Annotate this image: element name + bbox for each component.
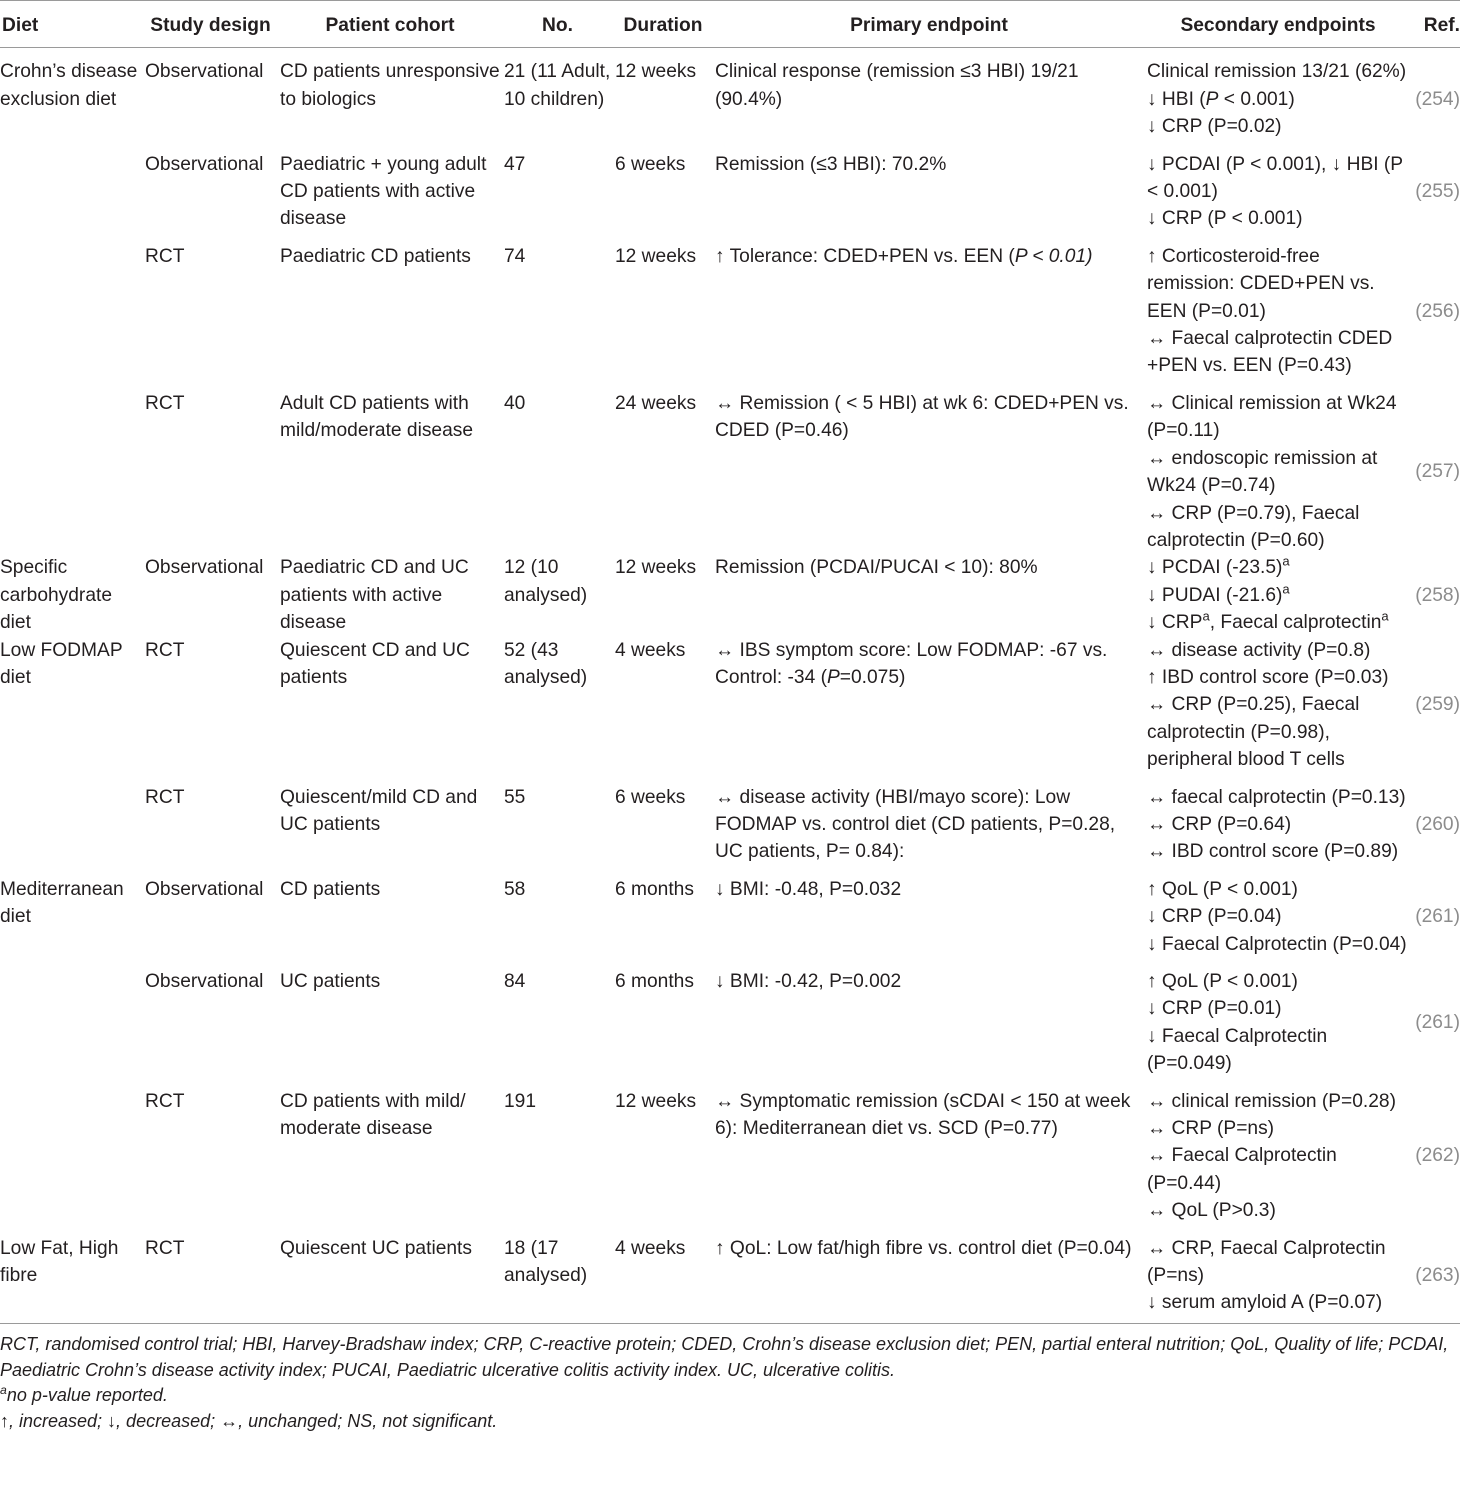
cell-study-design: RCT	[145, 245, 185, 267]
cell-primary-endpoint: ↔ disease activity (HBI/mayo score): Low FODMAP vs. control diet (CD patients, P=0.28, UC patients, P= 0.84):	[715, 786, 1116, 863]
table-row	[0, 1225, 1460, 1324]
secondary-endpoint-line: ↓ Faecal Calprotectin (P=0.04)	[1147, 933, 1407, 955]
cell-ref: (256)	[1415, 300, 1460, 322]
cell-ref: (257)	[1415, 461, 1460, 483]
secondary-endpoint-line: ↔ disease activity (P=0.8)	[1147, 639, 1371, 661]
cell-diet	[0, 233, 143, 380]
cell-number: 58	[504, 878, 526, 900]
header-study-design: Study design	[143, 1, 278, 48]
secondary-endpoint-line: ↔ CRP (P=0.25), Faecal calprotectin (P=0.98), peripheral blood T cells	[1147, 694, 1360, 771]
cell-primary-endpoint: Remission (≤3 HBI): 70.2%	[715, 153, 947, 175]
secondary-endpoint-line: ↓ CRP (P=0.02)	[1147, 116, 1282, 138]
table-row	[0, 554, 1460, 636]
cell-secondary-endpoints	[1145, 48, 1411, 141]
cell-diet	[0, 958, 143, 1078]
cell-secondary-endpoints	[1145, 380, 1411, 554]
cell-number: 74	[504, 245, 526, 267]
cell-number: 21 (11 Adult, 10 children)	[504, 61, 611, 110]
cell-primary-endpoint: ↑ Tolerance: CDED+PEN vs. EEN (P < 0.01)	[715, 245, 1093, 267]
secondary-endpoint-line: ↑ QoL (P < 0.001)	[1147, 878, 1298, 900]
cell-patient-cohort: Quiescent/mild CD and UC patients	[280, 786, 478, 835]
cell-number: 18 (17 analysed)	[502, 1225, 613, 1324]
cell-diet	[0, 774, 143, 866]
secondary-endpoint-line: ↔ CRP (P=0.79), Faecal calprotectin (P=0.60)	[1147, 502, 1360, 551]
header-primary-endpoint: Primary endpoint	[713, 1, 1145, 48]
secondary-endpoint-line: ↔ endoscopic remission at Wk24 (P=0.74)	[1147, 447, 1378, 497]
table-row	[0, 866, 1460, 958]
cell-number: 12 (10 analysed)	[504, 557, 588, 606]
header-patient-cohort: Patient cohort	[278, 1, 502, 48]
footnote-no-p-value: $^a$no p-value reported.	[0, 1383, 168, 1406]
secondary-endpoint-line: ↔ CRP (P=0.64)	[1147, 813, 1292, 835]
secondary-endpoint-line: Clinical remission 13/21 (62%)	[1147, 61, 1407, 83]
secondary-endpoint-line: ↓ serum amyloid A (P=0.07)	[1147, 1292, 1383, 1314]
secondary-endpoint-line: ↔ Clinical remission at Wk24 (P=0.11)	[1147, 392, 1397, 442]
secondary-endpoint-line: ↔ CRP (P=ns)	[1147, 1118, 1275, 1140]
secondary-endpoint-line: ↔ Faecal Calprotectin (P=0.44)	[1147, 1145, 1337, 1194]
cell-patient-cohort: Paediatric CD patients	[280, 245, 471, 267]
secondary-endpoint-line: ↑ Corticosteroid-free remission: CDED+PEN vs. EEN (P=0.01)	[1147, 245, 1375, 322]
cell-number: 52 (43 analysed)	[504, 639, 588, 688]
cell-duration: 12 weeks	[615, 245, 697, 267]
cell-study-design: RCT	[143, 1225, 278, 1324]
cell-study-design: RCT	[145, 392, 185, 414]
cell-patient-cohort: CD patients	[280, 878, 381, 900]
cell-secondary-endpoints	[1145, 866, 1411, 958]
secondary-endpoint-line: ↔ faecal calprotectin (P=0.13)	[1147, 786, 1406, 808]
cell-study-design: Observational	[145, 971, 264, 992]
secondary-endpoint-line: ↓ CRP (P=0.04)	[1147, 906, 1282, 928]
table-row	[0, 233, 1460, 380]
cell-study-design: RCT	[145, 786, 185, 808]
cell-primary-endpoint: ↑ QoL: Low fat/high fibre vs. control diet (P=0.04)	[713, 1225, 1145, 1324]
cell-patient-cohort: UC patients	[280, 971, 381, 992]
cell-duration: 6 weeks	[615, 153, 686, 175]
cell-diet: Low FODMAP diet	[0, 639, 123, 688]
cell-patient-cohort: Paediatric + young adult CD patients with active disease	[280, 153, 487, 230]
secondary-endpoint-line: ↑ QoL (P < 0.001)	[1147, 971, 1298, 992]
cell-study-design: Observational	[145, 61, 264, 83]
cell-study-design: Observational	[145, 557, 264, 579]
header-diet: Diet	[0, 1, 143, 48]
cell-ref: (255)	[1415, 181, 1460, 203]
cell-secondary-endpoints	[1145, 1225, 1411, 1324]
cell-duration: 6 weeks	[615, 786, 686, 808]
cell-study-design: RCT	[145, 1090, 185, 1112]
cell-duration: 4 weeks	[613, 1225, 713, 1324]
secondary-endpoint-line: ↓ PCDAI $(-23.5)^a$	[1147, 553, 1290, 579]
footnote-symbols: ↑, increased; ↓, decreased; ↔, unchanged; NS, not significant.	[0, 1411, 498, 1432]
cell-ref: (258)	[1415, 584, 1460, 606]
cell-duration: 12 weeks	[615, 61, 697, 83]
secondary-endpoint-line: ↓ HBI (P < 0.001)	[1147, 88, 1295, 110]
table-row	[0, 774, 1460, 866]
secondary-endpoint-line: ↓ Faecal Calprotectin (P=0.049)	[1147, 1025, 1328, 1075]
secondary-endpoint-line: ↓ CRP (P=0.01)	[1147, 998, 1282, 1020]
cell-study-design: Observational	[145, 878, 264, 900]
table-row	[0, 958, 1460, 1078]
header-duration: Duration	[613, 1, 713, 48]
footnote-abbreviations: RCT, randomised control trial; HBI, Harvey-Bradshaw index; CRP, C-reactive protein; CDED, Crohn’s disease exclusion diet; PEN, partial enteral nutrition; QoL, Quality of life; PCDAI, Paediatric Crohn’s disease activity index; PUCAI, Paediatric ulcerative colitis activity index. UC, ulcerative colitis.	[0, 1333, 1449, 1380]
table-row	[0, 1078, 1460, 1225]
cell-primary-endpoint: Clinical response (remission ≤3 HBI) 19/21 (90.4%)	[715, 61, 1079, 110]
cell-ref: (261)	[1415, 1012, 1460, 1034]
cell-diet: Low Fat, High fibre	[0, 1225, 143, 1324]
cell-secondary-endpoints	[1145, 554, 1411, 636]
cell-diet	[0, 380, 143, 554]
cell-number: 55	[504, 786, 526, 808]
cell-patient-cohort: Paediatric CD and UC patients with active disease	[280, 557, 469, 634]
header-secondary-endpoints: Secondary endpoints	[1145, 1, 1411, 48]
table-footnotes	[0, 1324, 1460, 1435]
header-number: No.	[502, 1, 613, 48]
cell-diet	[0, 1078, 143, 1225]
secondary-endpoint-line: ↔ IBD control score (P=0.89)	[1147, 841, 1399, 863]
cell-ref: (259)	[1415, 694, 1460, 716]
cell-diet: Mediterranean diet	[0, 878, 124, 928]
cell-duration: 24 weeks	[615, 392, 697, 414]
cell-number: 40	[504, 392, 526, 414]
cell-diet: Specific carbohydrate diet	[0, 557, 112, 634]
cell-patient-cohort: Quiescent UC patients	[278, 1225, 502, 1324]
cell-number: 191	[504, 1090, 537, 1112]
header-ref: Ref.	[1411, 1, 1460, 48]
cell-secondary-endpoints	[1145, 141, 1411, 233]
cell-ref: (263)	[1411, 1225, 1460, 1324]
cell-secondary-endpoints	[1145, 1078, 1411, 1225]
secondary-endpoint-line: ↓ PUDAI $(-21.6)^a$	[1147, 581, 1290, 606]
cell-duration: 12 weeks	[615, 557, 697, 579]
cell-ref: (254)	[1415, 88, 1460, 110]
cell-diet	[0, 141, 143, 233]
secondary-endpoint-line: ↑ IBD control score (P=0.03)	[1147, 666, 1389, 688]
cell-secondary-endpoints	[1145, 637, 1411, 774]
cell-study-design: Observational	[145, 153, 264, 175]
cell-patient-cohort: Adult CD patients with mild/moderate disease	[280, 392, 474, 442]
cell-ref: (262)	[1415, 1145, 1460, 1167]
cell-study-design: RCT	[145, 639, 185, 661]
cell-number: 84	[504, 971, 526, 992]
cell-primary-endpoint: Remission (PCDAI/PUCAI < 10): 80%	[715, 557, 1038, 579]
secondary-endpoint-line: ↓ CRP$^a$, Faecal calprotectin$^a$	[1147, 608, 1389, 634]
cell-diet: Crohn’s disease exclusion diet	[0, 61, 138, 110]
cell-ref: (260)	[1415, 813, 1460, 835]
footnote-no-p-value-text: no p-value reported.	[6, 1385, 168, 1406]
table-row	[0, 48, 1460, 141]
table-header	[0, 1, 1460, 48]
cell-duration: 4 weeks	[615, 639, 686, 661]
cell-number: 47	[504, 153, 526, 175]
cell-primary-endpoint: ↔ Remission ( < 5 HBI) at wk 6: CDED+PEN vs. CDED (P=0.46)	[715, 392, 1129, 442]
cell-duration: 12 weeks	[615, 1090, 697, 1112]
table-row	[0, 637, 1460, 774]
table-row	[0, 380, 1460, 554]
cell-primary-endpoint: ↓ BMI: -0.42, P=0.002	[715, 971, 902, 992]
cell-duration: 6 months	[615, 971, 694, 992]
cell-secondary-endpoints	[1145, 233, 1411, 380]
cell-duration: 6 months	[615, 878, 694, 900]
cell-patient-cohort: CD patients unresponsive to biologics	[280, 61, 500, 110]
cell-patient-cohort: CD patients with mild/ moderate disease	[280, 1090, 466, 1140]
secondary-endpoint-line: ↔ Faecal calprotectin CDED +PEN vs. EEN (P=0.43)	[1147, 328, 1393, 377]
cell-primary-endpoint: ↔ Symptomatic remission (sCDAI < 150 at week 6): Mediterranean diet vs. SCD (P=0.77)	[715, 1090, 1131, 1140]
cell-patient-cohort: Quiescent CD and UC patients	[280, 639, 470, 688]
secondary-endpoint-line: ↔ clinical remission (P=0.28)	[1147, 1090, 1396, 1112]
cell-primary-endpoint: ↓ BMI: -0.48, P=0.032	[715, 878, 902, 900]
cell-primary-endpoint: ↔ IBS symptom score: Low FODMAP: -67 vs. Control: -34 (P=0.075)	[715, 639, 1108, 688]
cell-secondary-endpoints	[1145, 958, 1411, 1078]
cell-secondary-endpoints	[1145, 774, 1411, 866]
secondary-endpoint-line: ↔ CRP, Faecal Calprotectin (P=ns)	[1147, 1237, 1386, 1287]
cell-ref: (261)	[1415, 906, 1460, 928]
table-body	[0, 48, 1460, 1323]
secondary-endpoint-line: ↓ PCDAI (P < 0.001), ↓ HBI (P < 0.001)	[1147, 153, 1403, 203]
secondary-endpoint-line: ↓ CRP (P < 0.001)	[1147, 208, 1303, 230]
secondary-endpoint-line: ↔ QoL (P>0.3)	[1147, 1200, 1276, 1222]
table-row	[0, 141, 1460, 233]
